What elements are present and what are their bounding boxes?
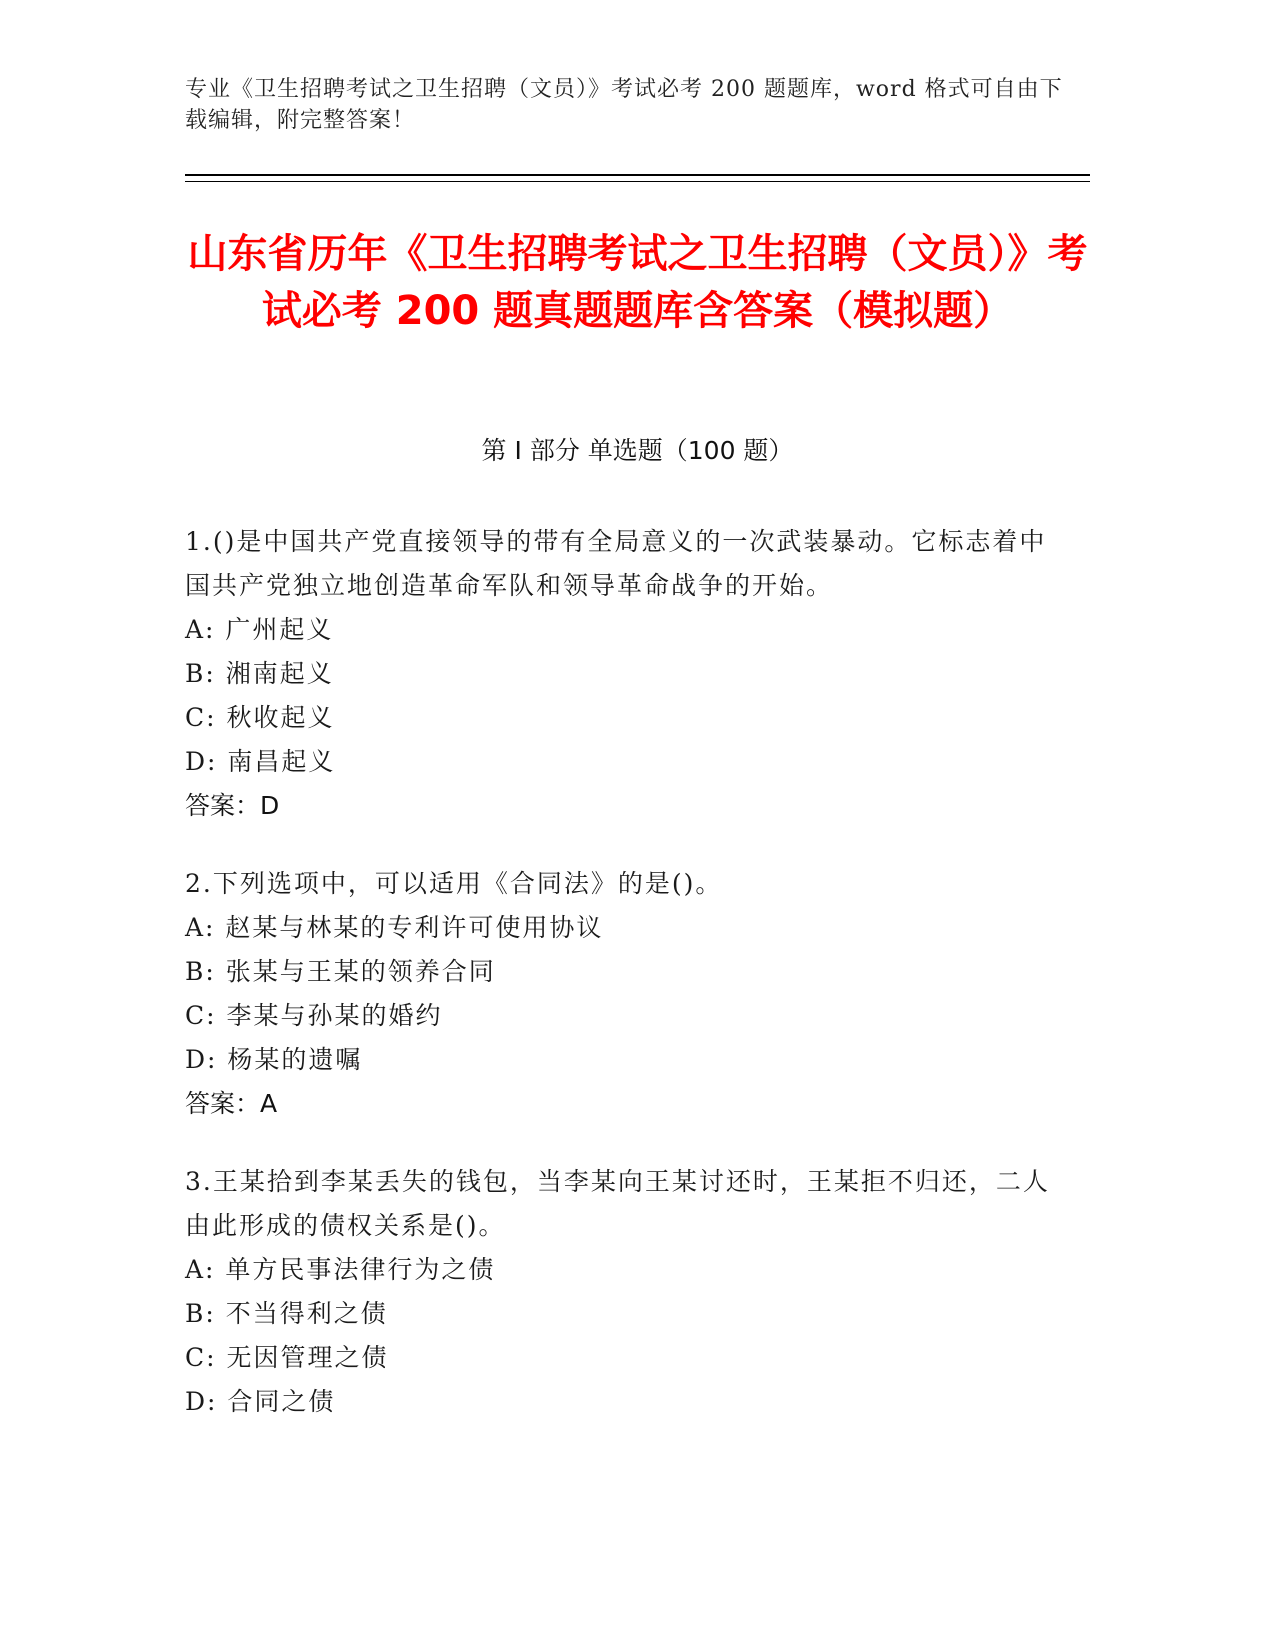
option-d: D: 南昌起义: [185, 747, 336, 776]
option-a: A: 单方民事法律行为之债: [185, 1255, 496, 1284]
option-a: A: 广州起义: [185, 615, 334, 644]
question-stem: 2.下列选项中，可以适用《合同法》的是()。: [185, 869, 723, 898]
question-1: [185, 520, 1065, 828]
question-stem: 3.王某拾到李某丢失的钱包，当李某向王某讨还时，王某拒不归还，二人由此形成的债权关系是()。: [185, 1167, 1050, 1240]
answer: 答案：A: [185, 1089, 278, 1118]
question-3: [185, 1160, 1065, 1424]
question-stem: 1.()是中国共产党直接领导的带有全局意义的一次武装暴动。它标志着中国共产党独立地创造革命军队和领导革命战争的开始。: [185, 527, 1047, 600]
option-c: C: 无因管理之债: [185, 1343, 389, 1372]
option-d: D: 合同之债: [185, 1387, 336, 1416]
option-a: A: 赵某与林某的专利许可使用协议: [185, 913, 604, 942]
document-title: 山东省历年《卫生招聘考试之卫生招聘（文员）》考试必考 200 题真题题库含答案（模拟题）: [187, 231, 1088, 334]
option-b: B: 湘南起义: [185, 659, 334, 688]
header-note: 专业《卫生招聘考试之卫生招聘（文员）》考试必考 200 题题库，word 格式可自由下载编辑，附完整答案！: [185, 77, 1063, 133]
option-d: D: 杨某的遗嘱: [185, 1045, 363, 1074]
answer: 答案：D: [185, 791, 280, 820]
section-title: 第 I 部分 单选题（100 题）: [481, 436, 794, 465]
option-b: B: 不当得利之债: [185, 1299, 388, 1328]
header-divider-thick: [185, 174, 1090, 176]
option-c: C: 秋收起义: [185, 703, 335, 732]
option-b: B: 张某与王某的领养合同: [185, 957, 496, 986]
option-c: C: 李某与孙某的婚约: [185, 1001, 443, 1030]
question-list: [185, 520, 1065, 1458]
header-divider-thin: [185, 181, 1090, 182]
question-2: [185, 862, 1065, 1126]
